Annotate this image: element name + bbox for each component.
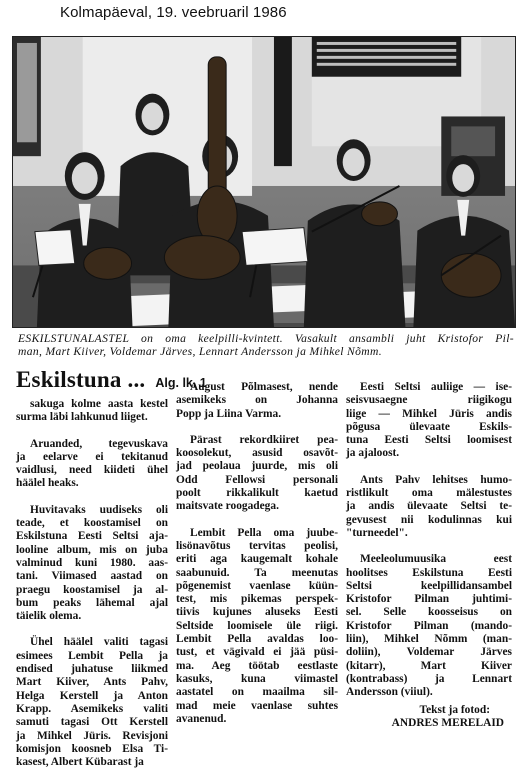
article-text-line: (kontrabass) ja Lennart — [346, 672, 512, 685]
article-column-1 — [16, 398, 168, 769]
article-text-line: Ants Pahv lehitses humo- — [360, 473, 512, 486]
article-text-line: Popp ja Liina Varma. — [176, 407, 282, 420]
byline-author: ANDRES MERELAID — [391, 716, 504, 729]
string-quintet-photo — [13, 37, 515, 327]
article-column-2 — [176, 381, 338, 726]
article-text-line: komisjon koosneb Elsa Ti- — [16, 742, 168, 755]
article-text-line: jad peolaua juurde, mis oli — [176, 460, 338, 473]
paragraph-gap — [16, 425, 168, 438]
article-text-line: gevusest nii kodulinnas kui — [346, 513, 512, 526]
article-text-line: bum peaks lähemal ajal — [16, 596, 168, 609]
article-column-3 — [346, 381, 512, 730]
article-text-line: kasuks, kuna viimastel — [176, 672, 338, 685]
article-text-line: poolt rikkalikult kaetud — [176, 487, 338, 500]
caption-line: man, Mart Kiiver, Voldemar Järves, Lennart Andersson ja Mihkel Nõmm. — [18, 345, 382, 358]
paragraph-gap — [346, 461, 512, 474]
article-text-line: ristlikult oma mälestustes — [346, 487, 512, 500]
article-text-line: teade, et koostamisel on — [16, 517, 168, 530]
paragraph-gap — [16, 491, 168, 504]
article-text-line: tust, et vägivald ei jää püsi- — [176, 646, 338, 659]
article-text-line: samuti tagasi Ott Kerstell — [16, 716, 168, 729]
article-text-line: koosolekut, asusid osavõt- — [176, 447, 338, 460]
byline-label: Tekst ja fotod: — [419, 703, 490, 716]
article-text-line: Mart Kiiver, Ants Pahv, — [16, 676, 168, 689]
article-text-line: doliin), Voldemar Järves — [346, 646, 512, 659]
article-text-line: Seltside loomisele üle riigi. — [176, 619, 338, 632]
article-text-line: Aruanded, tegevuskava — [30, 437, 168, 450]
article-title: Eskilstuna ... — [16, 367, 146, 392]
article-text-line: ja eelarve ei tekitanud — [16, 450, 168, 463]
photo-caption — [18, 332, 514, 358]
article-text-line: Helga Kerstell ja Anton — [16, 689, 168, 702]
article-text-line: liige — Mihkel Jüris andis — [346, 407, 512, 420]
article-text-line: Ühel häälel valiti tagasi — [30, 636, 168, 649]
article-text-line: täielik olema. — [16, 610, 82, 623]
article-text-line: Andersson (viiul). — [346, 686, 433, 699]
article-text-line: Krapp. Asemikeks valiti — [16, 702, 168, 715]
article-text-line: sel. Selle koosseisus on — [346, 606, 512, 619]
caption-line: ESKILSTUNALASTEL on oma keelpilli-kvintett. Vasakult ansambli juht Kristofor Pil- — [18, 332, 514, 345]
article-text-line: tuna Eesti Seltsi loomisest — [346, 434, 512, 447]
article-text-line: test, mis pikemas perspek- — [176, 593, 338, 606]
article-text-line: praegu koostamisel ja al- — [16, 583, 168, 596]
article-text-line: looline album, mis on juba — [16, 543, 168, 556]
article-text-line: hoolitses Eskilstuna Eesti — [346, 566, 512, 579]
article-text-line: kasest, Albert Kübarast ja — [16, 756, 144, 769]
article-text-line: mad meie vaenlase suhtes — [176, 699, 338, 712]
article-text-line: Kristofor Pilman (mando- — [346, 619, 512, 632]
article-text-line: ja andis ülevaate Seltsi te- — [346, 500, 512, 513]
article-text-line: sakuga kolme aasta kestel — [30, 398, 168, 410]
article-text-line: "turneedel". — [346, 526, 408, 539]
paragraph-gap — [176, 514, 338, 527]
article-text-line: Eesti Seltsi auliige — ise- — [360, 381, 512, 393]
article-text-line: maitsvate roogadega. — [176, 500, 279, 513]
article-text-line: esimees Lembit Pella ja — [16, 649, 168, 662]
article-text-line: tiivis kujunes aluseks Eesti — [176, 606, 338, 619]
article-text-line: eriti aga kaugemalt kohale — [176, 553, 338, 566]
paragraph-gap — [176, 421, 338, 434]
article-text-line: avanenud. — [176, 712, 227, 725]
news-photo — [12, 36, 516, 328]
article-text-line: asemikeks on Johanna — [176, 394, 338, 407]
article-text-line: Pärast rekordkiiret pea- — [190, 433, 338, 446]
article-text-line: põgenemist vaenlase küün- — [176, 579, 338, 592]
article-text-line: valminud kuni 1980. aas- — [16, 556, 168, 569]
article-text-line: Lembit Pella oma juube- — [190, 526, 338, 539]
newspaper-date-header: Kolmapäeval, 19. veebruaril 1986 — [60, 4, 287, 21]
article-text-line: seisvusaegne riigikogu — [346, 394, 512, 407]
article-text-line: Odd Fellowsi personali — [176, 473, 338, 486]
article-text-line: aastatel on maailma sil- — [176, 686, 338, 699]
article-text-line: häälel heaks. — [16, 477, 79, 490]
article-text-line: surma läbi lahkunud liiget. — [16, 411, 148, 424]
article-text-line: lisönavõtus tervitas peolisi, — [176, 539, 338, 552]
article-text-line: Meeleolumuusika eest — [360, 553, 512, 566]
article-text-line: ma. Aeg töötab eestlaste — [176, 659, 338, 672]
article-text-line: Seltsi keelpillidansambel — [346, 579, 512, 592]
article-text-line: tani. Viimased aastad on — [16, 570, 168, 583]
article-text-line: endised juhatuse liikmed — [16, 663, 168, 676]
article-text-line: (kitarr), Mart Kiiver — [346, 659, 512, 672]
article-text-line: Lembit Pella avaldas loo- — [176, 633, 338, 646]
article-text-line: Kristofor Pilman juhtimi- — [346, 593, 512, 606]
article-text-line: ja ajaloost. — [346, 447, 400, 460]
article-text-line: saabunuid. Ta meenutas — [176, 566, 338, 579]
article-text-line: liin), Mihkel Nõmm (man- — [346, 633, 512, 646]
continued-from-reference: Alg. lk. 1 — [155, 376, 207, 390]
article-text-line: vaidlusi, need kiideti ühel — [16, 464, 168, 477]
article-text-line: Huvitavaks uudiseks oli — [30, 503, 168, 516]
article-text-line: August Põlmasest, nende — [190, 381, 338, 393]
article-text-line: ja Mihkel Jüris. Revisjoni — [16, 729, 168, 742]
article-text-line: Eskilstuna Eesti Seltsi aja- — [16, 530, 168, 543]
paragraph-gap — [346, 540, 512, 553]
paragraph-gap — [16, 623, 168, 636]
article-text-line: põgusa ülevaate Eskils- — [346, 420, 512, 433]
